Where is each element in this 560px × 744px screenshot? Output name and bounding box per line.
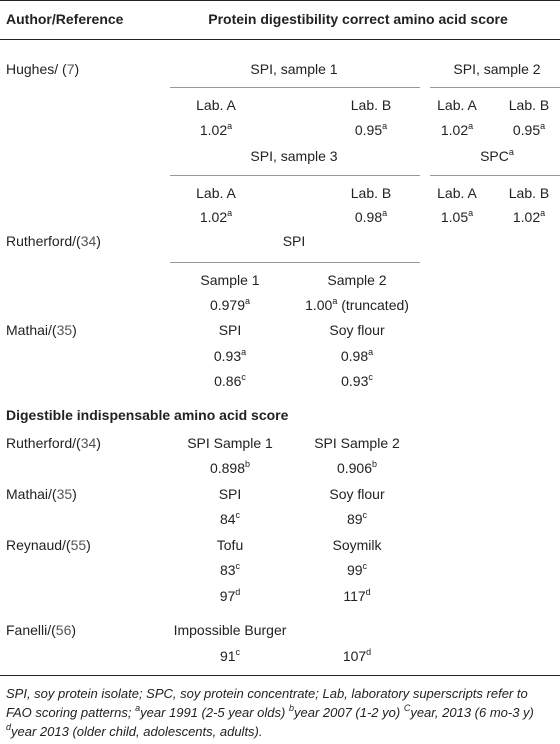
value-cell: 1.02$^a$ <box>512 208 546 225</box>
value-cell: 0.98$^a$ <box>354 208 388 225</box>
lab-a-label: Lab. A <box>196 185 236 201</box>
value-cell: 83$^c$ <box>219 561 241 578</box>
lab-a-label: Lab. A <box>437 97 477 113</box>
column-soy-flour: Soy flour <box>329 486 385 502</box>
group-spi-sample-2: SPI, sample 2 <box>453 61 541 77</box>
sample-2-label: Sample 2 <box>327 272 387 288</box>
column-spi-sample-2: SPI Sample 2 <box>314 435 400 451</box>
rule-spc <box>430 175 560 176</box>
group-spi-sample-1: SPI, sample 1 <box>250 61 338 77</box>
lab-b-label: Lab. B <box>508 185 550 201</box>
value-cell: 0.86$^c$ <box>214 372 246 389</box>
lab-b-label: Lab. B <box>350 97 392 113</box>
sample-1-label: Sample 1 <box>200 272 260 288</box>
value-cell: 84$^c$ <box>219 510 241 527</box>
value-cell: 0.93$^c$ <box>341 372 373 389</box>
value-cell: 1.02$^a$ <box>440 121 474 138</box>
table-footnote: SPI, soy protein isolate; SPC, soy protein concentrate; Lab, laboratory superscripts refer to FAO scoring patterns; $^a$year 1991 (2-5 year olds) $^b$year 2007 (1-2 yo) $^C$year, 2013 (6 mo-3 y) $^d$year 2013 (older child, adolescents, adults). <box>6 686 534 739</box>
author-mathai: Mathai/(35) <box>6 486 77 502</box>
rule-spi-sample-2 <box>430 87 560 88</box>
column-soy-flour: Soy flour <box>329 322 385 338</box>
column-spi: SPI <box>218 486 242 502</box>
value-cell: 0.979$^a$ <box>209 296 251 313</box>
value-cell: 0.898$^b$ <box>209 459 251 476</box>
value-cell: 1.00$^a$ (truncated) <box>305 296 409 313</box>
lab-a-label: Lab. A <box>437 185 477 201</box>
value-cell: 1.02$^a$ <box>199 208 233 225</box>
rule-spi-sample-3 <box>170 175 420 176</box>
rule-spi <box>170 262 420 263</box>
column-soymilk: Soymilk <box>332 537 382 553</box>
author-hughes: Hughes/ (7) <box>6 61 80 77</box>
table-top-rule <box>0 0 560 1</box>
group-spi: SPI <box>282 233 306 249</box>
value-cell: 107$^d$ <box>342 647 372 664</box>
column-impossible-burger: Impossible Burger <box>173 622 287 638</box>
group-spi-sample-3: SPI, sample 3 <box>250 148 338 164</box>
author-rutherford: Rutherford/(34) <box>6 435 101 451</box>
header-rule <box>0 39 560 40</box>
rule-spi-sample-1 <box>170 87 420 88</box>
value-cell: 1.02$^a$ <box>199 121 233 138</box>
group-spc: SPC$^a$ <box>480 147 514 164</box>
author-rutherford: Rutherford/(34) <box>6 233 101 249</box>
lab-b-label: Lab. B <box>350 185 392 201</box>
value-cell: 0.98$^a$ <box>340 347 374 364</box>
value-cell: 0.906$^b$ <box>336 459 378 476</box>
value-cell: 117$^d$ <box>343 587 371 604</box>
value-cell: 89$^c$ <box>346 510 368 527</box>
value-cell: 99$^c$ <box>346 561 368 578</box>
author-reynaud: Reynaud/(55) <box>6 537 91 553</box>
value-cell: 91$^c$ <box>219 647 241 664</box>
author-mathai: Mathai/(35) <box>6 322 77 338</box>
column-spi: SPI <box>218 322 242 338</box>
value-cell: 0.93$^a$ <box>213 347 247 364</box>
column-tofu: Tofu <box>216 537 244 553</box>
author-fanelli: Fanelli/(56) <box>6 622 77 638</box>
value-cell: 0.95$^a$ <box>354 121 388 138</box>
header-pdcaas: Protein digestibility correct amino acid score <box>208 11 508 27</box>
column-spi-sample-1: SPI Sample 1 <box>187 435 273 451</box>
value-cell: 1.05$^a$ <box>440 208 474 225</box>
lab-a-label: Lab. A <box>196 97 236 113</box>
table-bottom-rule <box>0 675 560 676</box>
lab-b-label: Lab. B <box>508 97 550 113</box>
value-cell: 97$^d$ <box>219 587 241 604</box>
section-heading-diaas: Digestible indispensable amino acid score <box>6 407 289 423</box>
value-cell: 0.95$^a$ <box>512 121 546 138</box>
header-author-reference: Author/Reference <box>6 11 124 27</box>
